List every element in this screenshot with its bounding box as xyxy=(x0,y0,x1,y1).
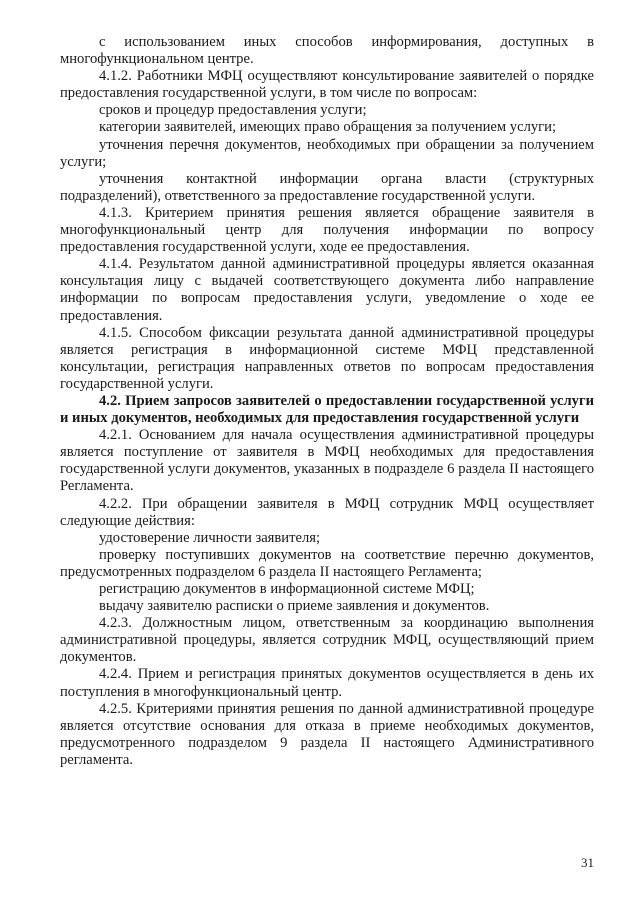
paragraph: 4.2.4. Прием и регистрация принятых документов осуществляется в день их поступления в многофункциональный центр. xyxy=(60,666,594,700)
paragraph: регистрацию документов в информационной системе МФЦ; xyxy=(99,581,475,597)
document-page xyxy=(60,34,594,769)
paragraph: удостоверение личности заявителя; xyxy=(99,529,321,546)
paragraph: 4.1.3. Критерием принятия решения является обращение заявителя в многофункциональный центр для получения информации по вопросу предоставления государственной услуги, ходе ее предоставления. xyxy=(60,204,594,256)
paragraph: 4.2.1. Основанием для начала осуществления административной процедуры является поступление от заявителя в МФЦ необходимых для предоставления государственной услуги документов, указанных в подразделе 6 раздела II настоящего Регламента. xyxy=(60,427,594,495)
paragraph: категории заявителей, имеющих право обращения за получением услуги; xyxy=(99,119,557,136)
paragraph: 4.1.4. Результатом данной административной процедуры является оказанная консультация лицу с выдачей соответствующего документа либо направление информации по вопросам предоставления услуги, уведомление о ходе ее предоставления. xyxy=(60,256,594,324)
paragraph: 4.2.5. Критериями принятия решения по данной административной процедуре является отсутствие основания для отказа в приеме необходимых документов, предусмотренного подразделом 9 раздела II настоящего Административного регламента. xyxy=(60,700,594,768)
page-number: 31 xyxy=(581,855,594,870)
section-heading: 4.2. Прием запросов заявителей о предоставлении государственной услуги и иных документов, необходимых для предоставления государственной услуги xyxy=(60,392,594,427)
paragraph: выдачу заявителю расписки о приеме заявления и документов. xyxy=(99,598,490,615)
paragraph: 4.1.5. Способом фиксации результата данной административной процедуры является регистрация в информационной системе МФЦ представленной консультации, регистрация направленных ответов по вопросам предоставления государственной услуги. xyxy=(60,324,594,392)
paragraph: уточнения контактной информации органа власти (структурных подразделений), ответственного за предоставление государственной услуги. xyxy=(60,170,594,204)
paragraph: 4.1.2. Работники МФЦ осуществляют консультирование заявителей о порядке предоставления государственной услуги, в том числе по вопросам: xyxy=(60,68,594,102)
paragraph: 4.2.3. Должностным лицом, ответственным за координацию выполнения административной процедуры, является сотрудник МФЦ, осуществляющий прием документов. xyxy=(60,615,594,666)
paragraph: проверку поступивших документов на соответствие перечню документов, предусмотренных подразделом 6 раздела II настоящего Регламента; xyxy=(60,546,594,580)
paragraph: сроков и процедур предоставления услуги; xyxy=(99,102,367,119)
paragraph: уточнения перечня документов, необходимых при обращении за получением услуги; xyxy=(60,136,594,170)
paragraph: с использованием иных способов информирования, доступных в многофункциональном центре. xyxy=(60,34,594,68)
paragraph: 4.2.2. При обращении заявителя в МФЦ сотрудник МФЦ осуществляет следующие действия: xyxy=(60,495,594,529)
